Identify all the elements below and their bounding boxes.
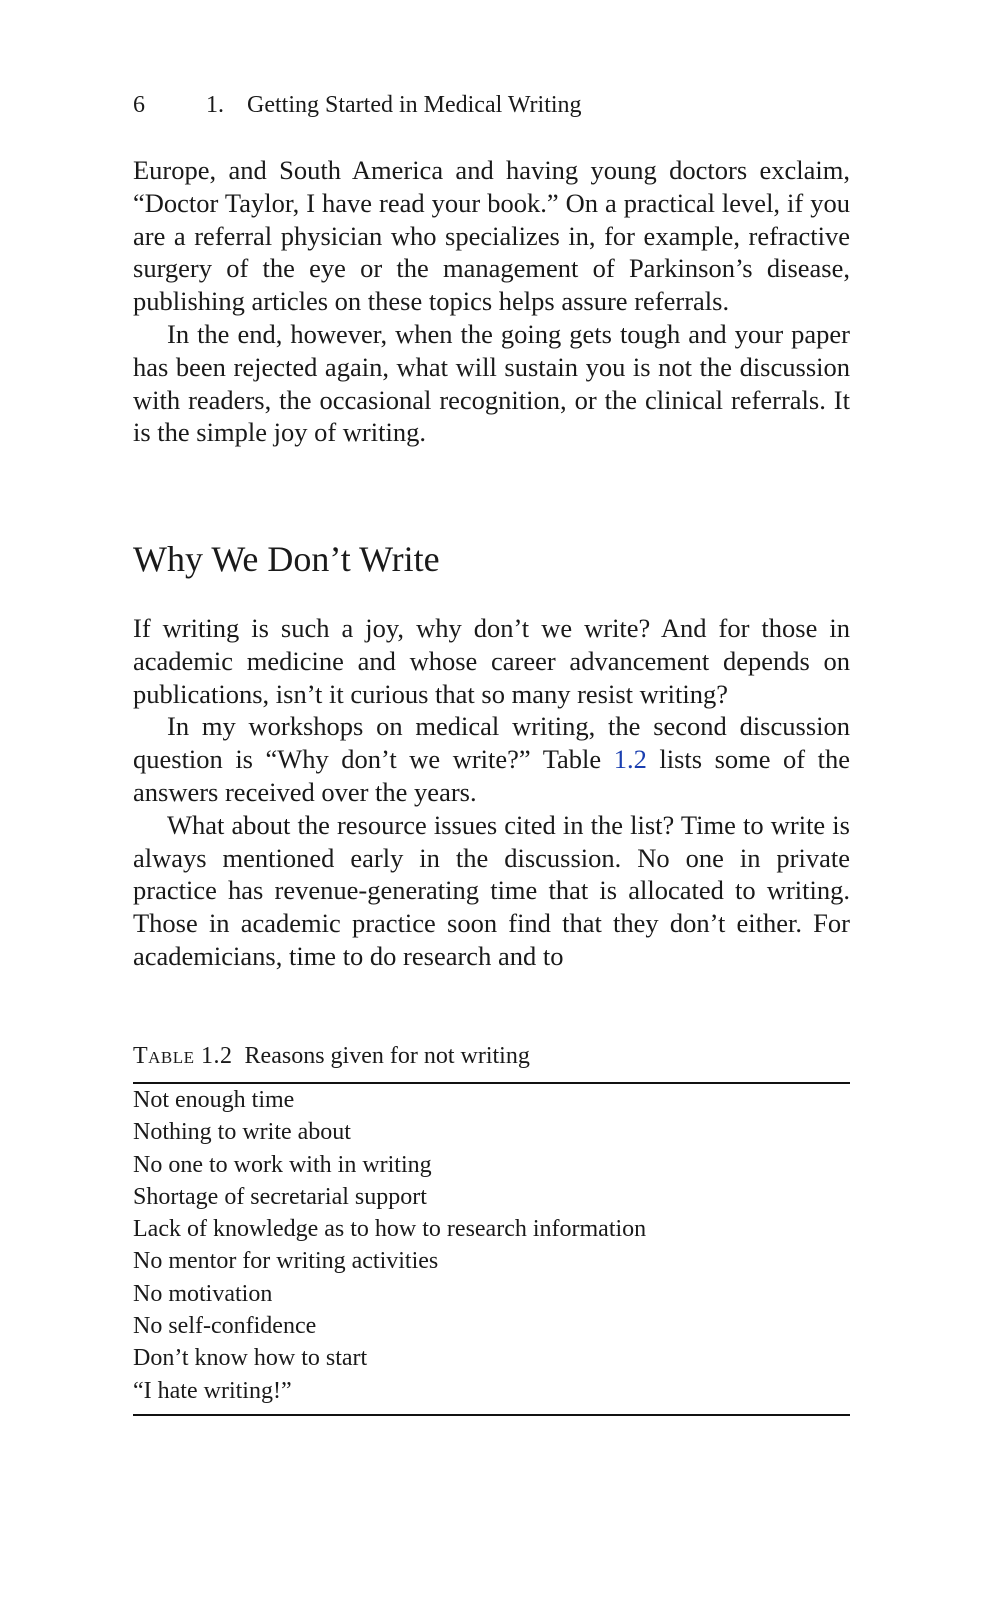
table-row: “I hate writing!”: [133, 1377, 292, 1404]
table-caption: [133, 1040, 850, 1072]
reasons-table: [133, 1040, 850, 1416]
paragraph: Europe, and South America and having young doctors exclaim, “Doctor Taylor, I have read your book.” On a practical level, if you are a referral physician who specializes in, for example, refractive surgery of the eye or the management of Parkinson’s disease, publishing articles on these topics helps assure referrals.: [133, 155, 850, 317]
table-row: No one to work with in writing: [133, 1151, 432, 1178]
table-row: Shortage of secretarial support: [133, 1183, 427, 1210]
table-row: Lack of knowledge as to how to research information: [133, 1216, 647, 1243]
paragraph: What about the resource issues cited in the list? Time to write is always mentioned early in the discussion. No one in private practice has revenue-generating time that is allocated to writing. Those in academic practice soon find that they don’t either. For academicians, time to do research and to: [133, 809, 850, 971]
paragraph-text: In my workshops on medical writing, the second discussion question is “Why don’t we write?” Table: [133, 711, 850, 775]
section-text: [133, 612, 850, 973]
table-row: No self-confidence: [133, 1313, 317, 1340]
opening-text: [133, 154, 850, 449]
page-number: 6: [133, 92, 145, 118]
table-label: Table 1.2: [133, 1043, 233, 1069]
chapter-number: 1.: [206, 92, 224, 118]
section-heading: Why We Don’t Write: [133, 539, 440, 579]
paragraph-text: lists some of the answers received over the years.: [133, 744, 850, 807]
paragraph: In the end, however, when the going gets tough and your paper has been rejected again, what will sustain you is not the discussion with readers, the occasional recognition, or the clinical referrals. It is the simple joy of writing.: [133, 318, 850, 448]
chapter-heading: [206, 90, 582, 120]
table-rows: [133, 1084, 850, 1407]
table-row: No motivation: [133, 1280, 273, 1307]
table-row: Nothing to write about: [133, 1119, 351, 1146]
table-row: Not enough time: [133, 1087, 295, 1113]
paragraph: [133, 710, 850, 808]
paragraph: If writing is such a joy, why don’t we write? And for those in academic medicine and whose career advancement depends on publications, isn’t it curious that so many resist writing?: [133, 613, 850, 709]
table-bottom-rule: [133, 1414, 850, 1416]
table-title: Reasons given for not writing: [244, 1043, 530, 1069]
table-reference-link[interactable]: 1.2: [613, 744, 647, 775]
table-row: Don’t know how to start: [133, 1345, 368, 1372]
chapter-title: Getting Started in Medical Writing: [247, 92, 582, 118]
table-row: No mentor for writing activities: [133, 1248, 439, 1275]
